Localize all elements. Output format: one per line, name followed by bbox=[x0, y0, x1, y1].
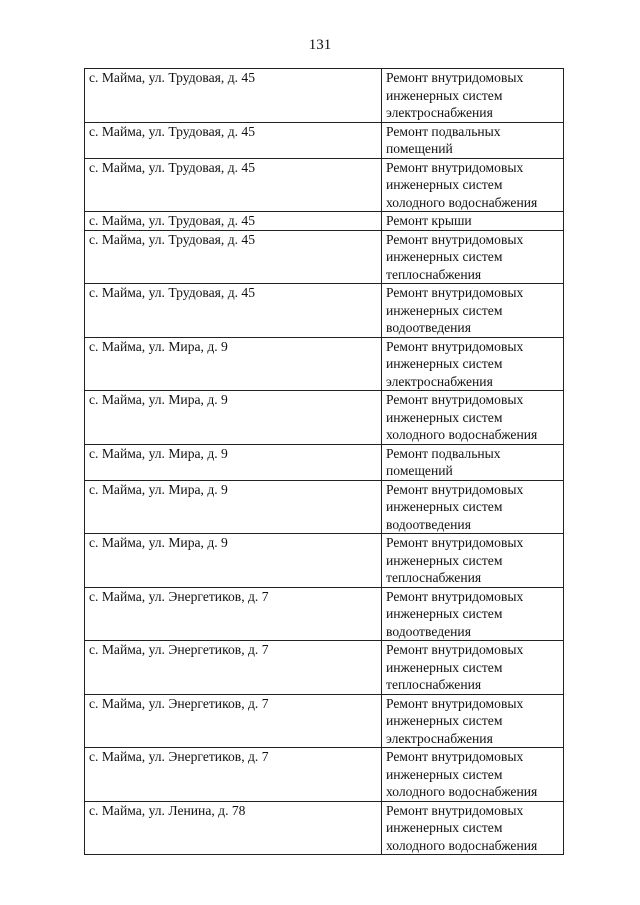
table-row bbox=[85, 587, 564, 641]
address-text: с. Майма, ул. Энергетиков, д. 7 bbox=[89, 695, 269, 711]
address-text: с. Майма, ул. Ленина, д. 78 bbox=[89, 802, 246, 818]
work-text: Ремонт внутридомовых инженерных систем водоотведения bbox=[386, 285, 524, 335]
work-cell bbox=[382, 801, 564, 855]
table-row bbox=[85, 534, 564, 588]
work-cell bbox=[382, 158, 564, 212]
work-text: Ремонт внутридомовых инженерных систем холодного водоснабжения bbox=[386, 749, 538, 799]
work-text: Ремонт подвальных помещений bbox=[386, 445, 501, 478]
address-text: с. Майма, ул. Мира, д. 9 bbox=[89, 392, 228, 407]
work-text: Ремонт внутридомовых инженерных систем водоотведения bbox=[386, 588, 524, 639]
work-cell bbox=[382, 480, 564, 534]
work-cell bbox=[382, 444, 564, 480]
work-text: Ремонт внутридомовых инженерных систем электроснабжения bbox=[386, 695, 524, 746]
address-cell bbox=[85, 748, 382, 802]
work-cell bbox=[382, 534, 564, 588]
table-row bbox=[85, 212, 564, 231]
work-cell bbox=[382, 694, 564, 748]
address-cell bbox=[85, 158, 382, 212]
address-cell bbox=[85, 122, 382, 158]
page-number: 131 bbox=[308, 37, 332, 53]
address-cell bbox=[85, 284, 382, 338]
table-row bbox=[85, 158, 564, 212]
table-row bbox=[85, 230, 564, 284]
work-cell bbox=[382, 391, 564, 445]
table-row bbox=[85, 444, 564, 480]
table-row bbox=[85, 801, 564, 855]
address-text: с. Майма, ул. Мира, д. 9 bbox=[89, 535, 228, 550]
work-cell bbox=[382, 748, 564, 802]
address-cell bbox=[85, 69, 382, 123]
address-cell bbox=[85, 230, 382, 284]
address-text: с. Майма, ул. Мира, д. 9 bbox=[89, 481, 228, 497]
table-row bbox=[85, 284, 564, 338]
address-cell bbox=[85, 212, 382, 231]
work-text: Ремонт внутридомовых инженерных систем электроснабжения bbox=[386, 70, 524, 120]
table-row bbox=[85, 641, 564, 695]
address-cell bbox=[85, 694, 382, 748]
table-row bbox=[85, 694, 564, 748]
work-text: Ремонт внутридомовых инженерных систем теплоснабжения bbox=[386, 231, 524, 282]
work-text: Ремонт внутридомовых инженерных систем холодного водоснабжения bbox=[386, 392, 538, 442]
work-cell bbox=[382, 212, 564, 231]
table-row bbox=[85, 69, 564, 123]
address-cell bbox=[85, 801, 382, 855]
work-cell bbox=[382, 69, 564, 123]
table-row bbox=[85, 480, 564, 534]
work-text: Ремонт внутридомовых инженерных систем электроснабжения bbox=[386, 338, 524, 389]
work-cell bbox=[382, 122, 564, 158]
address-text: с. Майма, ул. Трудовая, д. 45 bbox=[89, 70, 256, 85]
work-cell bbox=[382, 641, 564, 695]
work-cell bbox=[382, 587, 564, 641]
address-text: с. Майма, ул. Энергетиков, д. 7 bbox=[89, 749, 269, 764]
work-text: Ремонт подвальных помещений bbox=[386, 123, 501, 156]
works-table bbox=[84, 68, 564, 855]
address-text: с. Майма, ул. Трудовая, д. 45 bbox=[89, 285, 256, 300]
address-cell bbox=[85, 641, 382, 695]
address-cell bbox=[85, 444, 382, 480]
work-cell bbox=[382, 337, 564, 391]
work-text: Ремонт внутридомовых инженерных систем теплоснабжения bbox=[386, 642, 524, 692]
work-text: Ремонт внутридомовых инженерных систем теплоснабжения bbox=[386, 535, 524, 585]
address-cell bbox=[85, 534, 382, 588]
table-row bbox=[85, 122, 564, 158]
work-text: Ремонт внутридомовых инженерных систем холодного водоснабжения bbox=[386, 802, 538, 853]
address-cell bbox=[85, 480, 382, 534]
work-text: Ремонт внутридомовых инженерных систем холодного водоснабжения bbox=[386, 159, 538, 210]
work-cell bbox=[382, 284, 564, 338]
work-text: Ремонт внутридомовых инженерных систем водоотведения bbox=[386, 481, 524, 532]
address-text: с. Майма, ул. Трудовая, д. 45 bbox=[89, 159, 256, 175]
address-text: с. Майма, ул. Трудовая, д. 45 bbox=[89, 213, 256, 228]
address-cell bbox=[85, 391, 382, 445]
address-text: с. Майма, ул. Мира, д. 9 bbox=[89, 445, 228, 461]
work-cell bbox=[382, 230, 564, 284]
table-row bbox=[85, 391, 564, 445]
address-cell bbox=[85, 587, 382, 641]
table-row bbox=[85, 748, 564, 802]
work-text: Ремонт крыши bbox=[386, 213, 472, 228]
address-cell bbox=[85, 337, 382, 391]
address-text: с. Майма, ул. Мира, д. 9 bbox=[89, 338, 228, 354]
address-text: с. Майма, ул. Энергетиков, д. 7 bbox=[89, 642, 269, 657]
address-text: с. Майма, ул. Трудовая, д. 45 bbox=[89, 231, 256, 247]
address-text: с. Майма, ул. Трудовая, д. 45 bbox=[89, 123, 256, 139]
address-text: с. Майма, ул. Энергетиков, д. 7 bbox=[89, 588, 269, 604]
table-row bbox=[85, 337, 564, 391]
